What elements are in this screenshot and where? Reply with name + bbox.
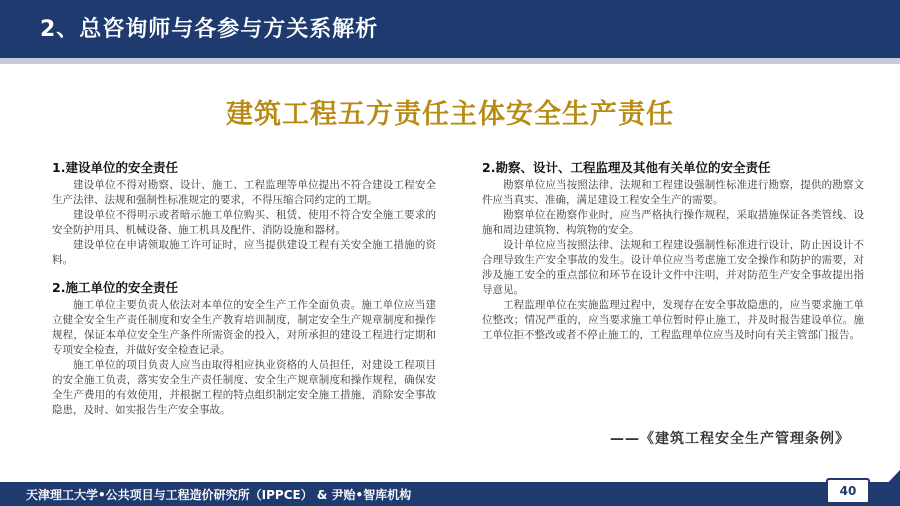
right-section-1-para-4: 工程监理单位在实施监理过程中，发现存在安全事故隐患的，应当要求施工单位整改；情况严重的，应当要求施工单位暂时停止施工，并及时报告建设单位。施工单位拒不整改或者不停止施工的，工程监理单位应当及时向有关主管部门报告。 xyxy=(482,299,864,341)
slide-title: 建筑工程五方责任主体安全生产责任 xyxy=(226,99,674,130)
right-section-1-para-2: 勘察单位在勘察作业时，应当严格执行操作规程，采取措施保证各类管线、设施和周边建筑物、构筑物的安全。 xyxy=(482,209,864,236)
source-citation: ——《建筑工程安全生产管理条例》 xyxy=(610,431,850,447)
right-column xyxy=(482,158,864,343)
right-section-1-para-1: 勘察单位应当按照法律、法规和工程建设强制性标准进行勘察，提供的勘察文件应当真实、准确，满足建设工程安全生产的需要。 xyxy=(482,179,864,206)
page-number: 40 xyxy=(826,478,870,504)
left-section-1-para-1: 建设单位不得对勘察、设计、施工、工程监理等单位提出不符合建设工程安全生产法律、法规和强制性标准规定的要求，不得压缩合同约定的工期。 xyxy=(52,179,436,206)
footer-corner-accent xyxy=(866,470,900,506)
right-section-1-title: 2.勘察、设计、工程监理及其他有关单位的安全责任 xyxy=(482,160,771,175)
left-column xyxy=(52,158,436,418)
left-section-2-para-1: 施工单位主要负责人依法对本单位的安全生产工作全面负责。施工单位应当建立健全安全生产责任制度和安全生产教育培训制度，制定安全生产规章制度和操作规程，保证本单位安全生产条件所需资金的投入，对所承担的建设工程进行定期和专项安全检查，并做好安全检查记录。 xyxy=(52,299,436,356)
header-divider xyxy=(0,58,900,64)
footer-bar xyxy=(0,482,900,506)
left-section-1-para-3: 建设单位在申请领取施工许可证时，应当提供建设工程有关安全施工措施的资料。 xyxy=(52,239,436,266)
header-bar xyxy=(0,0,900,58)
section-title: 2、总咨询师与各参与方关系解析 xyxy=(40,17,379,42)
left-section-1-para-2: 建设单位不得明示或者暗示施工单位购买、租赁、使用不符合安全施工要求的安全防护用具、机械设备、施工机具及配件、消防设施和器材。 xyxy=(52,209,436,236)
spacer xyxy=(52,268,436,278)
left-section-1-title: 1.建设单位的安全责任 xyxy=(52,160,178,175)
right-section-1-para-3: 设计单位应当按照法律、法规和工程建设强制性标准进行设计，防止因设计不合理导致生产安全事故的发生。设计单位应当考虑施工安全操作和防护的需要，对涉及施工安全的重点部位和环节在设计文件中注明，并对防范生产安全事故提出指导意见。 xyxy=(482,239,864,296)
footer-institution: 天津理工大学•公共项目与工程造价研究所（IPPCE） & 尹贻•智库机构 xyxy=(26,488,412,502)
left-section-2-title: 2.施工单位的安全责任 xyxy=(52,280,178,295)
left-section-2-para-2: 施工单位的项目负责人应当由取得相应执业资格的人员担任，对建设工程项目的安全施工负责，落实安全生产责任制度、安全生产规章制度和操作规程，确保安全生产费用的有效使用，并根据工程的特点组织制定安全施工措施，消除安全事故隐患，及时、如实报告生产安全事故。 xyxy=(52,359,436,416)
